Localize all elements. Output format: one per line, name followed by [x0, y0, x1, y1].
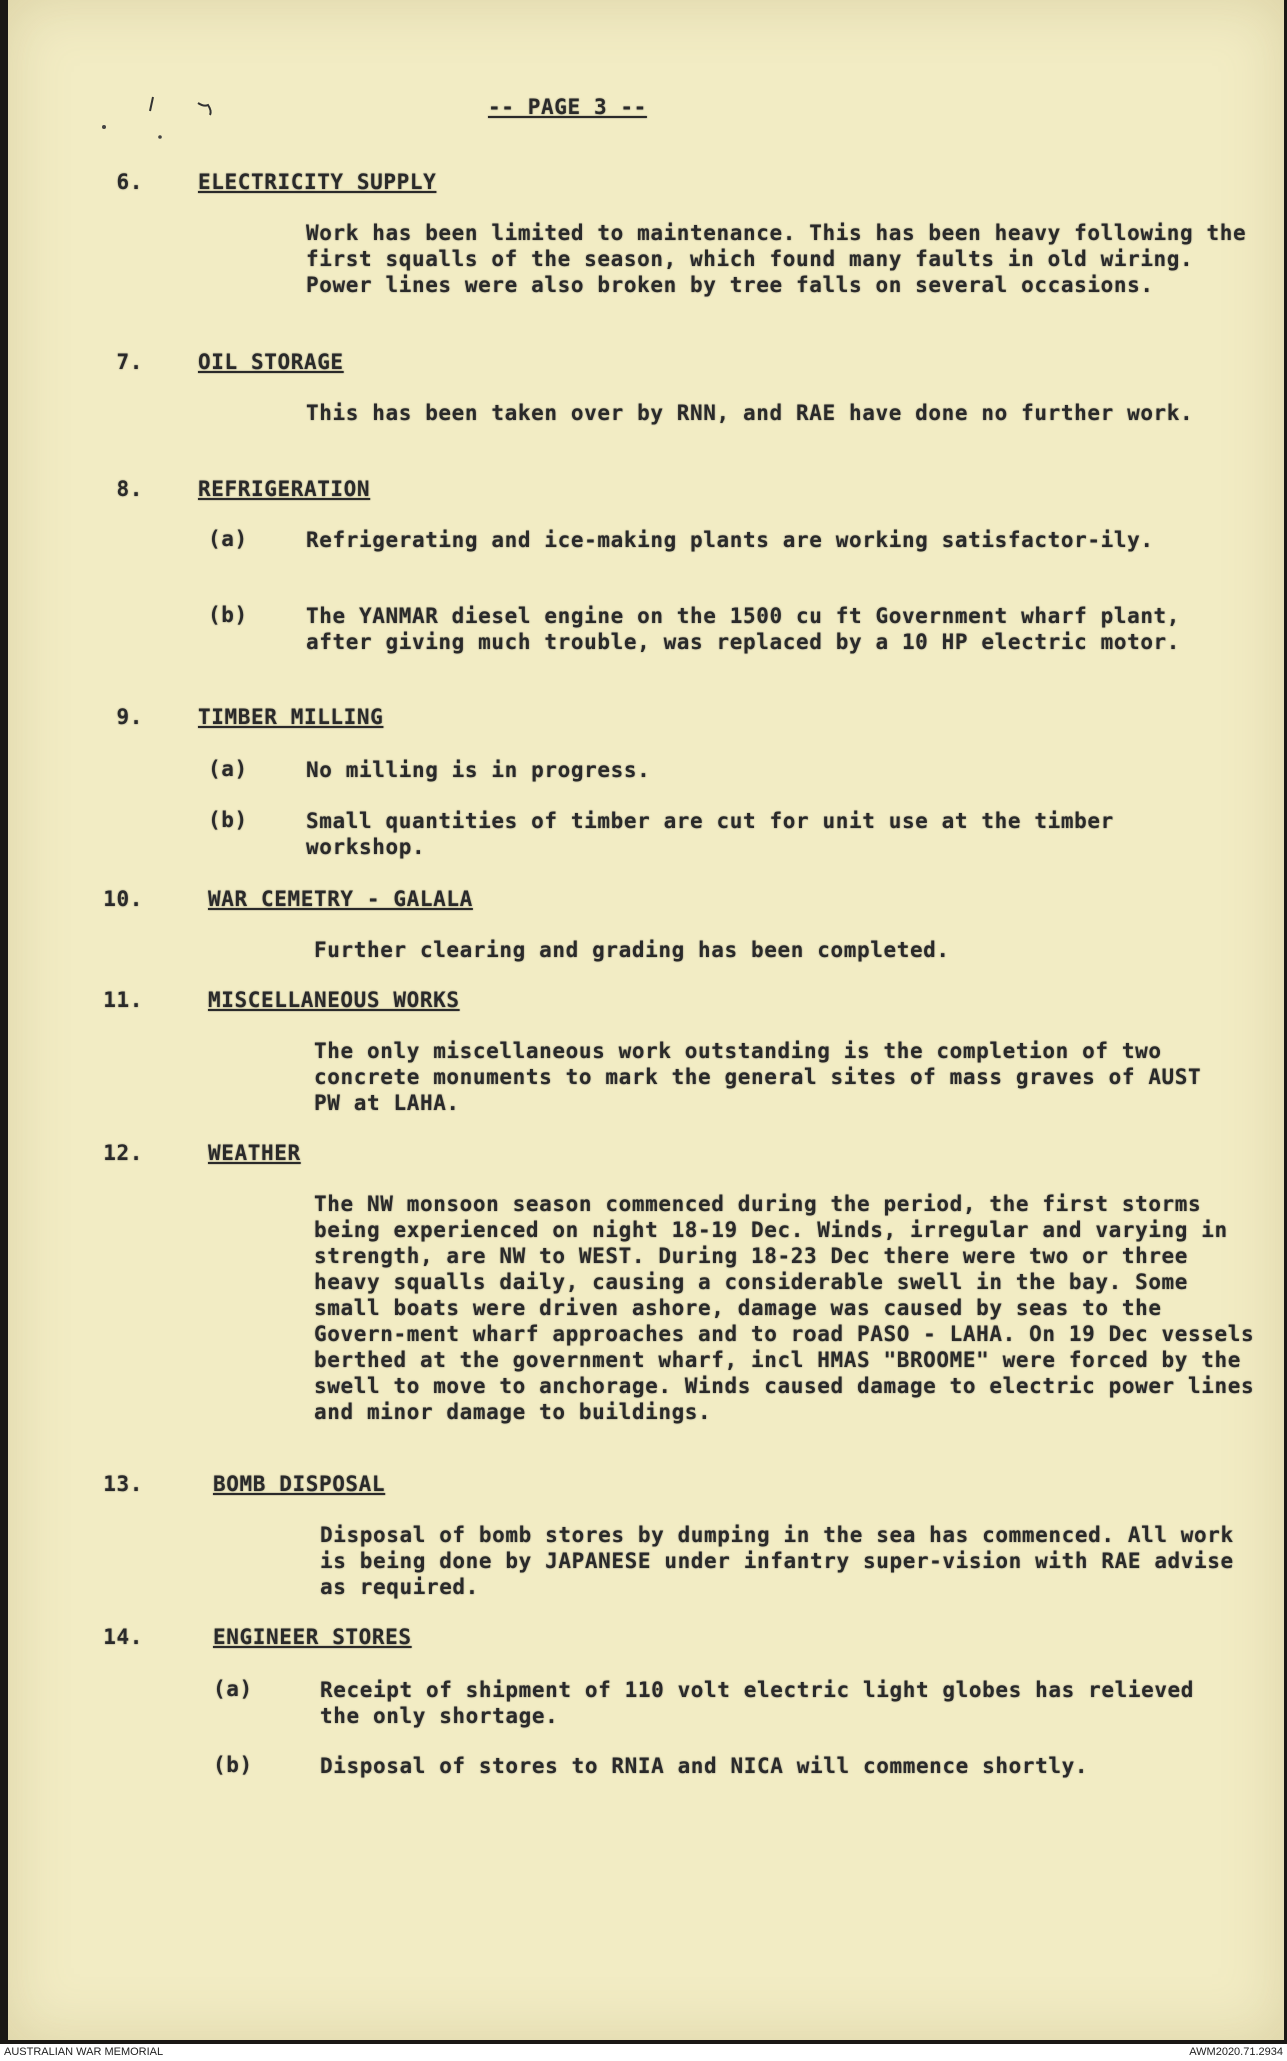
footer-accession-number: AWM2020.71.2934 — [1189, 2046, 1283, 2058]
item-text: The YANMAR diesel engine on the 1500 cu ft Government wharf plant, after giving much trouble, was replaced by a 10 HP electric motor. — [306, 604, 1181, 654]
item-text: Disposal of stores to RNIA and NICA will commence shortly. — [320, 1754, 1089, 1778]
item-label: (a) — [208, 527, 248, 551]
section-number: 6. — [116, 170, 143, 194]
section-number: 12. — [103, 1141, 143, 1165]
item-label: (a) — [213, 1677, 253, 1701]
item-label: (b) — [213, 1753, 253, 1777]
section-heading: TIMBER MILLING — [198, 705, 384, 729]
section-number: 11. — [103, 988, 143, 1012]
section-heading: ELECTRICITY SUPPLY — [198, 170, 437, 194]
section-number: 10. — [103, 887, 143, 911]
section-heading: WEATHER — [208, 1141, 301, 1165]
section-heading: WAR CEMETRY - GALALA — [208, 887, 473, 911]
archive-footer — [0, 2044, 1287, 2061]
section-text: Work has been limited to maintenance. This has been heavy following the first squalls of the season, which found many faults in old wiring. Power lines were also broken by tree falls on several occasions. — [306, 221, 1247, 297]
section-heading: ENGINEER STORES — [213, 1625, 412, 1649]
section-number: 8. — [116, 477, 143, 501]
section-heading: MISCELLANEOUS WORKS — [208, 988, 460, 1012]
item-label: (b) — [208, 808, 248, 832]
item-text: No milling is in progress. — [306, 758, 651, 782]
item-label: (b) — [208, 603, 248, 627]
section-text: Disposal of bomb stores by dumping in the sea has commenced. All work is being done by JAPANESE under infantry super-vision with RAE advise as required. — [320, 1523, 1234, 1599]
section-number: 14. — [103, 1625, 143, 1649]
item-label: (a) — [208, 757, 248, 781]
section-heading: OIL STORAGE — [198, 350, 344, 374]
section-number: 7. — [116, 350, 143, 374]
section-number: 13. — [103, 1472, 143, 1496]
section-text: The NW monsoon season commenced during the period, the first storms being experienced on night 18-19 Dec. Winds, irregular and varying in strength, are NW to WEST. During 18-23 Dec there were two or three heavy squalls daily, causing a considerable swell in the bay. Some small boats were driven ashore, damage was caused by seas to the Govern-ment wharf approaches and to road PASO - LAHA. On 19 Dec vessels berthed at the government wharf, incl HMAS "BROOME" were forced by the swell to move to anchorage. Winds caused damage to electric power lines and minor damage to buildings. — [314, 1192, 1255, 1424]
section-text: The only miscellaneous work outstanding is the completion of two concrete monuments to mark the general sites of mass graves of AUST PW at LAHA. — [314, 1039, 1202, 1115]
section-text: This has been taken over by RNN, and RAE have done no further work. — [306, 401, 1194, 425]
page-header: -- PAGE 3 -- — [488, 95, 647, 119]
footer-institution: AUSTRALIAN WAR MEMORIAL — [4, 2046, 164, 2058]
item-text: Small quantities of timber are cut for unit use at the timber workshop. — [306, 809, 1114, 859]
section-heading: BOMB DISPOSAL — [213, 1472, 386, 1496]
section-number: 9. — [116, 705, 143, 729]
document-page — [8, 0, 1284, 2040]
section-text: Further clearing and grading has been completed. — [314, 938, 950, 962]
section-heading: REFRIGERATION — [198, 477, 371, 501]
item-text: Refrigerating and ice-making plants are working satisfactor-ily. — [306, 528, 1154, 552]
ink-marks — [98, 95, 238, 155]
item-text: Receipt of shipment of 110 volt electric light globes has relieved the only shortage. — [320, 1678, 1195, 1728]
